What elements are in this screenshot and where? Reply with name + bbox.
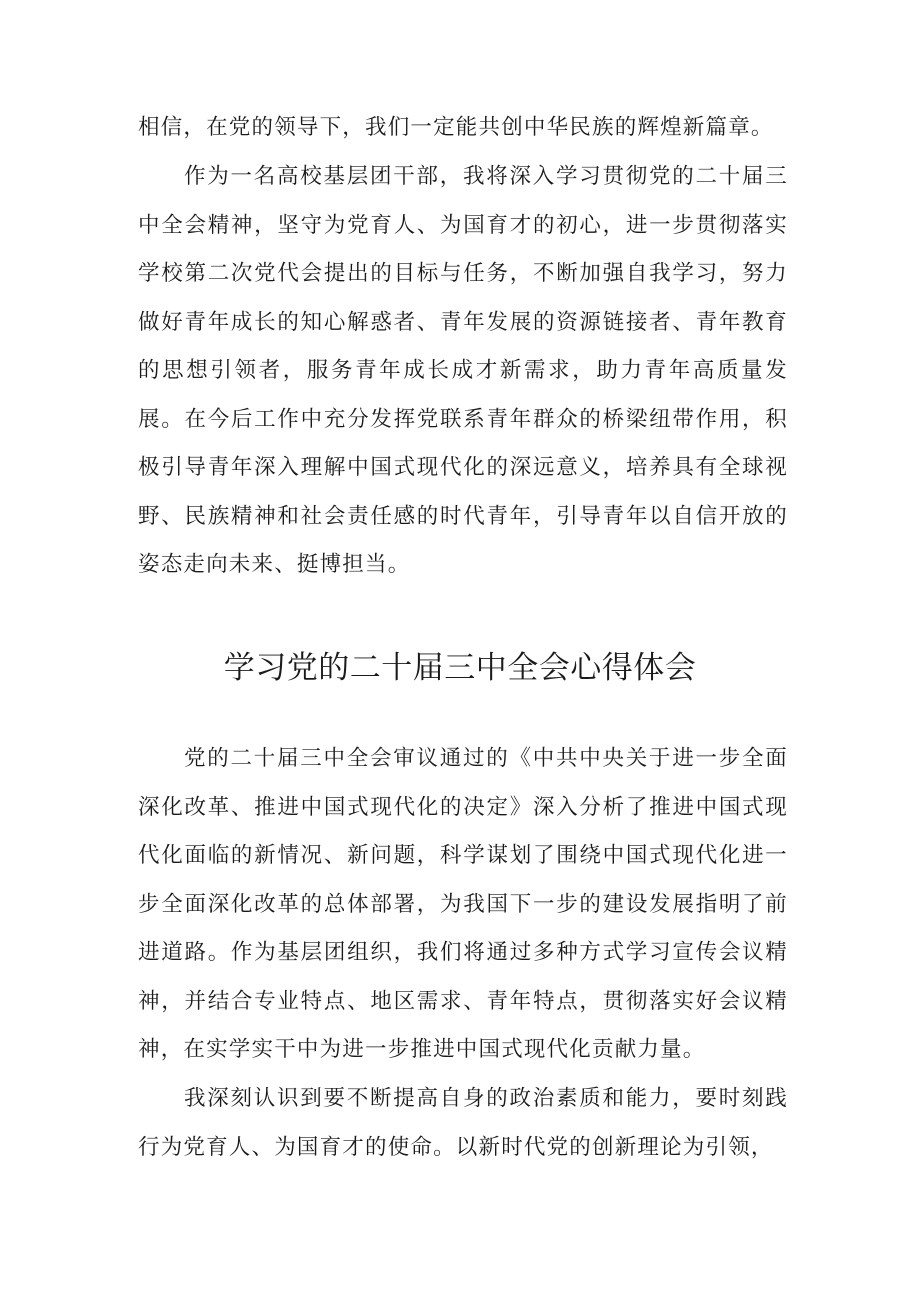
paragraph-continuation: 相信，在党的领导下，我们一定能共创中华民族的辉煌新篇章。 xyxy=(138,115,774,140)
paragraph-political-quality: 我深刻认识到要不断提高自身的政治素质和能力，要时刻践行为党育人、为国育才的使命。以新时代党的创新理论为引领， xyxy=(138,1086,788,1160)
paragraph-commitment: 作为一名高校基层团干部，我将深入学习贯彻党的二十届三中全会精神，坚守为党育人、为国育才的初心，进一步贯彻落实学校第二次党代会提出的目标与任务，不断加强自我学习，努力做好青年成长的知心解惑者、青年发展的资源链接者、青年教育的思想引领者，服务青年成长成才新需求，助力青年高质量发展。在今后工作中充分发挥党联系青年群众的桥梁纽带作用，积极引导青年深入理解中国式现代化的深远意义，培养具有全球视野、民族精神和社会责任感的时代青年，引导青年以自信开放的姿态走向未来、挺博担当。 xyxy=(138,164,788,577)
section-title: 学习党的二十届三中全会心得体会 xyxy=(223,650,697,686)
paragraph-plenum-decision: 党的二十届三中全会审议通过的《中共中央关于进一步全面深化改革、推进中国式现代化的决定》深入分析了推进中国式现代化面临的新情况、新问题，科学谋划了围绕中国式现代化进一步全面深化改革的总体部署，为我国下一步的建设发展指明了前进道路。作为基层团组织，我们将通过多种方式学习宣传会议精神，并结合专业特点、地区需求、青年特点，贯彻落实好会议精神，在实学实干中为进一步推进中国式现代化贡献力量。 xyxy=(138,746,788,1062)
